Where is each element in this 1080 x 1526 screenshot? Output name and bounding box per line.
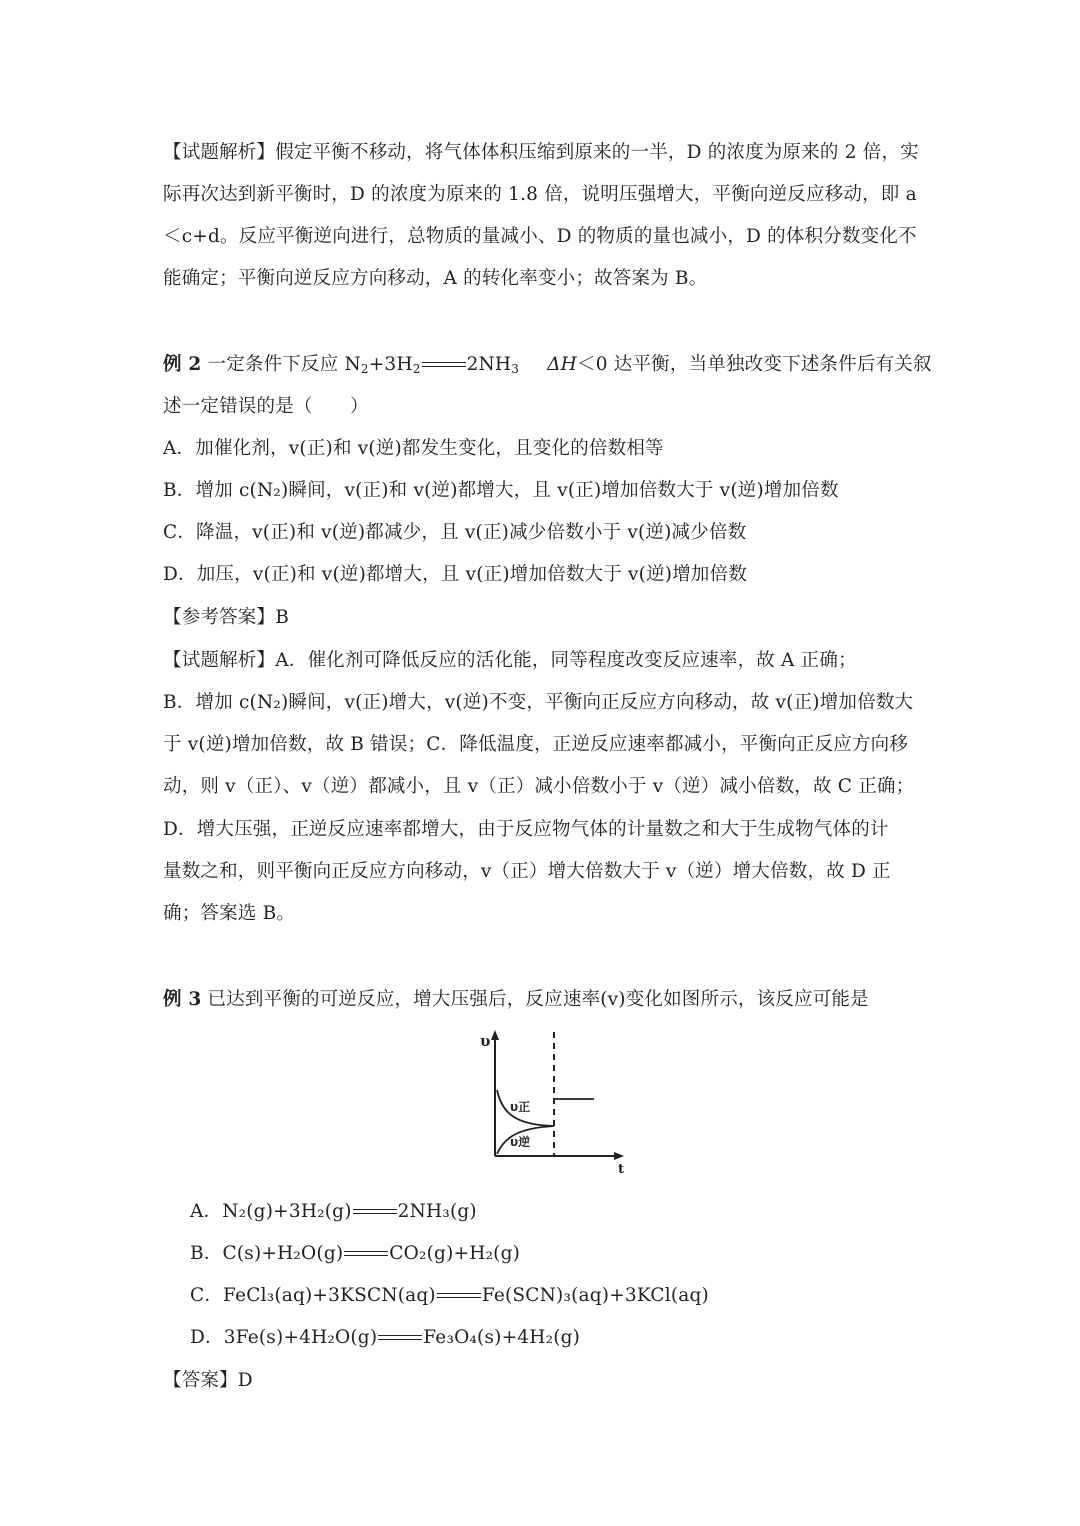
example-2-solution-line-5: D．增大压强，正逆反应速率都增大，由于反应物气体的计量数之和大于生成物气体的计 (163, 819, 889, 840)
analysis-line-2: 际再次达到新平衡时，D 的浓度为原来的 1.8 倍，说明压强增大，平衡向逆反应移动，即 a (163, 184, 917, 205)
v-axis-arrow-icon (491, 1030, 499, 1040)
example-2-option-c: C．降温，v(正)和 v(逆)都减少，且 v(正)减少倍数小于 v(逆)减少倍数 (163, 522, 747, 543)
example-2-answer: 【参考答案】B (163, 607, 289, 628)
v-forward-label: υ正 (510, 1100, 531, 1114)
analysis-line-3: ＜c+d。反应平衡逆向进行，总物质的量减小、D 的物质的量也减小，D 的体积分数变化不 (163, 226, 917, 247)
example-2-label: 例 2 (163, 354, 202, 375)
example-2-question-line-1: 例 2 一定条件下反应 $N_2+3H_2$ $2NH_3$ ΔH＜0 达平衡，当单独改变下述条件后有关叙 (163, 354, 932, 376)
example-2-solution-line-1: 【试题解析】A．催化剂可降低反应的活化能，同等程度改变反应速率，故 A 正确； (163, 650, 857, 671)
analysis-line-1: 【试题解析】假定平衡不移动，将气体体积压缩到原来的一半，D 的浓度为原来的 2 倍，实 (163, 142, 919, 163)
example-3-question: 例 3 已达到平衡的可逆反应，增大压强后，反应速率(v)变化如图所示，该反应可能是 (163, 989, 869, 1010)
t-axis-label: t (618, 1162, 625, 1177)
equilibrium-arrow-icon (378, 1333, 422, 1343)
equilibrium-arrow-icon (344, 1249, 388, 1259)
example-2-solution-line-7: 确；答案选 B。 (163, 903, 296, 924)
equilibrium-arrow-icon (353, 1207, 397, 1217)
v-reverse-label: υ逆 (510, 1135, 531, 1149)
example-2-option-b: B．增加 c(N₂)瞬间，v(正)和 v(逆)都增大，且 v(正)增加倍数大于 v(逆)增加倍数 (163, 480, 839, 501)
equilibrium-arrow-icon (437, 1291, 481, 1301)
example-2-solution-line-4: 动，则 v（正）、v（逆）都减小，且 v（正）减小倍数小于 v（逆）减小倍数，故 C 正确； (163, 776, 915, 797)
example-3-label: 例 3 (163, 989, 202, 1010)
example-3-option-c: C．FeCl₃(aq)+3KSCN(aq) Fe(SCN)₃(aq)+3KCl(aq) (190, 1285, 709, 1306)
example-2-option-d: D．加压，v(正)和 v(逆)都增大，且 v(正)增加倍数大于 v(逆)增加倍数 (163, 564, 748, 585)
example-2-question-line-2: 述一定错误的是（ ） (163, 396, 369, 417)
example-3-option-b: B．C(s)+H₂O(g) CO₂(g)+H₂(g) (190, 1243, 521, 1264)
example-3-answer: 【答案】D (163, 1370, 253, 1391)
analysis-line-4: 能确定；平衡向逆反应方向移动，A 的转化率变小；故答案为 B。 (163, 268, 708, 289)
example-3-option-d: D．3Fe(s)+4H₂O(g) Fe₃O₄(s)+4H₂(g) (190, 1327, 581, 1348)
example-2-solution-line-6: 量数之和，则平衡向正反应方向移动，v（正）增大倍数大于 v（逆）增大倍数，故 D 正 (163, 861, 891, 882)
rate-time-graph (470, 1028, 635, 1178)
example-2-solution-line-2: B．增加 c(N₂)瞬间，v(正)增大，v(逆)不变，平衡向正反应方向移动，故 v(正)增加倍数大 (163, 692, 914, 713)
t-axis-arrow-icon (614, 1152, 624, 1160)
equilibrium-arrow-icon (422, 360, 466, 370)
example-3-option-a: A．N₂(g)+3H₂(g) 2NH₃(g) (190, 1201, 477, 1222)
example-2-solution-line-3: 于 v(逆)增加倍数，故 B 错误；C．降低温度，正逆反应速率都减小，平衡向正反应方向移 (163, 734, 909, 755)
v-axis-label: υ (480, 1032, 491, 1050)
example-2-option-a: A．加催化剂，v(正)和 v(逆)都发生变化，且变化的倍数相等 (163, 438, 664, 459)
